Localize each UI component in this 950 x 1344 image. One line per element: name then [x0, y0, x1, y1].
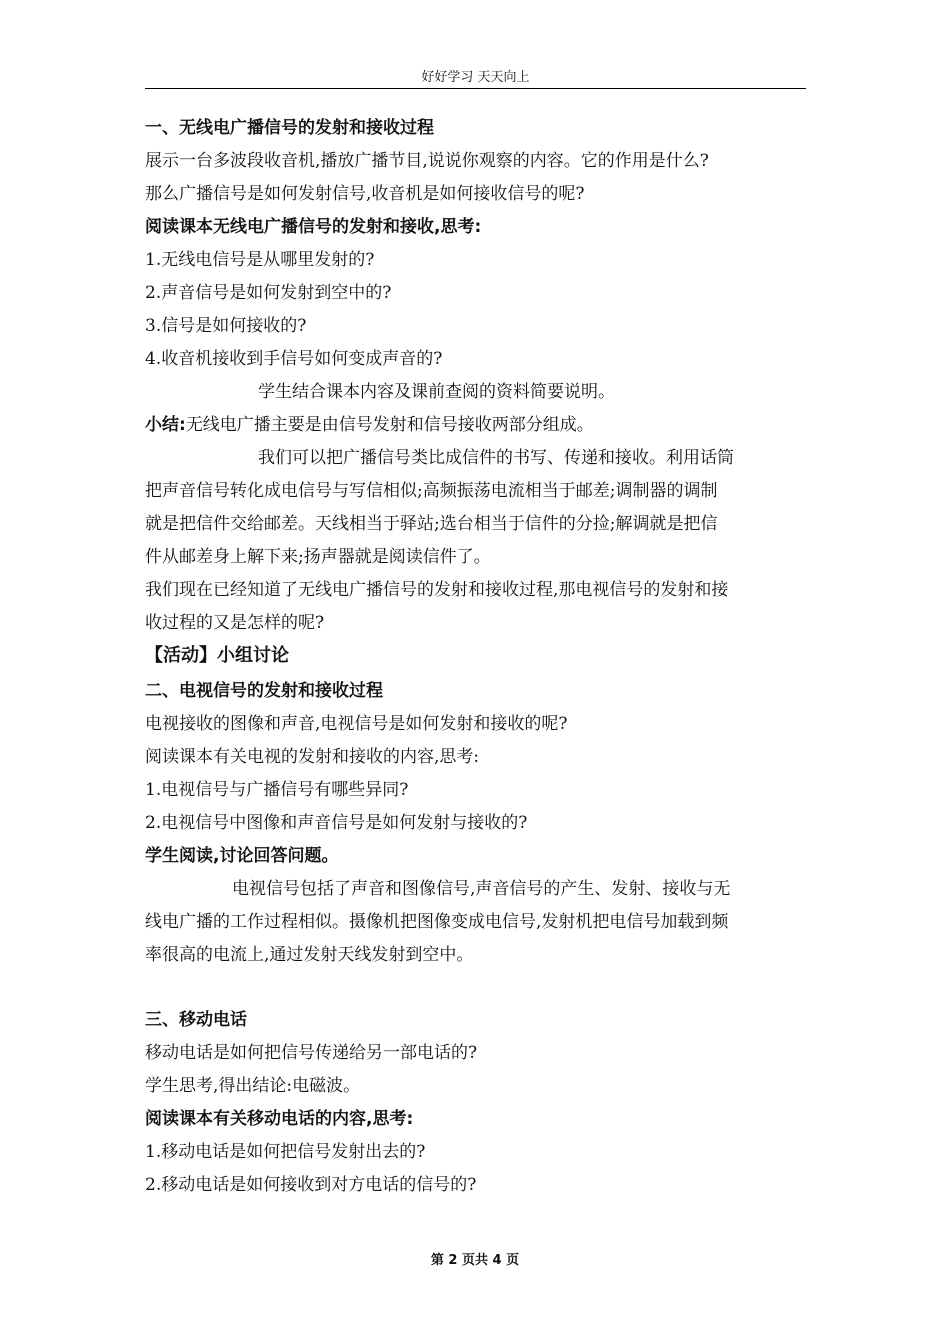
- summary-text: 无线电广播主要是由信号发射和信号接收两部分组成。: [185, 415, 594, 435]
- section-heading-radio: 一、无线电广播信号的发射和接收过程: [145, 118, 434, 138]
- summary-label: 小结:: [145, 415, 186, 435]
- paragraph-line: 展示一台多波段收音机,播放广播节目,说说你观察的内容。它的作用是什么?: [145, 151, 709, 171]
- paragraph-line: 率很高的电流上,通过发射天线发射到空中。: [145, 945, 474, 965]
- question-item: 2.移动电话是如何接收到对方电话的信号的?: [145, 1175, 477, 1195]
- paragraph-line: 我们现在已经知道了无线电广播信号的发射和接收过程,那电视信号的发射和接: [145, 580, 729, 600]
- question-item: 4.收音机接收到手信号如何变成声音的?: [145, 349, 443, 369]
- question-item: 2.电视信号中图像和声音信号是如何发射与接收的?: [145, 813, 528, 833]
- question-item: 3.信号是如何接收的?: [145, 316, 307, 336]
- paragraph-line: 电视信号包括了声音和图像信号,声音信号的产生、发射、接收与无: [232, 879, 731, 899]
- activity-heading: 【活动】小组讨论: [145, 645, 289, 666]
- reading-prompt: 学生阅读,讨论回答问题。: [145, 846, 339, 866]
- paragraph-line: 收过程的又是怎样的呢?: [145, 613, 325, 633]
- paragraph-line: 阅读课本有关电视的发射和接收的内容,思考:: [145, 747, 480, 767]
- page-footer: 第 2 页共 4 页: [430, 1253, 520, 1268]
- paragraph-line: 学生思考,得出结论:电磁波。: [145, 1076, 361, 1096]
- question-item: 1.无线电信号是从哪里发射的?: [145, 250, 375, 270]
- reading-prompt: 阅读课本无线电广播信号的发射和接收,思考:: [145, 217, 482, 237]
- paragraph-line: 那么广播信号是如何发射信号,收音机是如何接收信号的呢?: [145, 184, 585, 204]
- paragraph-line: 电视接收的图像和声音,电视信号是如何发射和接收的呢?: [145, 714, 568, 734]
- summary-line: [145, 414, 594, 436]
- paragraph-line: 我们可以把广播信号类比成信件的书写、传递和接收。利用话筒: [258, 448, 734, 468]
- paragraph-line: 件从邮差身上解下来;扬声器就是阅读信件了。: [145, 547, 491, 567]
- question-item: 2.声音信号是如何发射到空中的?: [145, 283, 392, 303]
- section-heading-tv: 二、电视信号的发射和接收过程: [145, 681, 383, 701]
- page-header: 好好学习 天天向上: [421, 70, 530, 85]
- paragraph-line: 线电广播的工作过程相似。摄像机把图像变成电信号,发射机把电信号加载到频: [145, 912, 729, 932]
- question-item: 1.电视信号与广播信号有哪些异同?: [145, 780, 409, 800]
- paragraph-line: 移动电话是如何把信号传递给另一部电话的?: [145, 1043, 478, 1063]
- section-heading-mobile: 三、移动电话: [145, 1010, 247, 1030]
- header-divider: [145, 88, 806, 89]
- paragraph-line: 就是把信件交给邮差。天线相当于驿站;选台相当于信件的分捡;解调就是把信: [145, 514, 718, 534]
- paragraph-line: 把声音信号转化成电信号与写信相似;高频振荡电流相当于邮差;调制器的调制: [145, 481, 718, 501]
- paragraph-line: 学生结合课本内容及课前查阅的资料简要说明。: [258, 382, 615, 402]
- question-item: 1.移动电话是如何把信号发射出去的?: [145, 1142, 426, 1162]
- reading-prompt: 阅读课本有关移动电话的内容,思考:: [145, 1109, 414, 1129]
